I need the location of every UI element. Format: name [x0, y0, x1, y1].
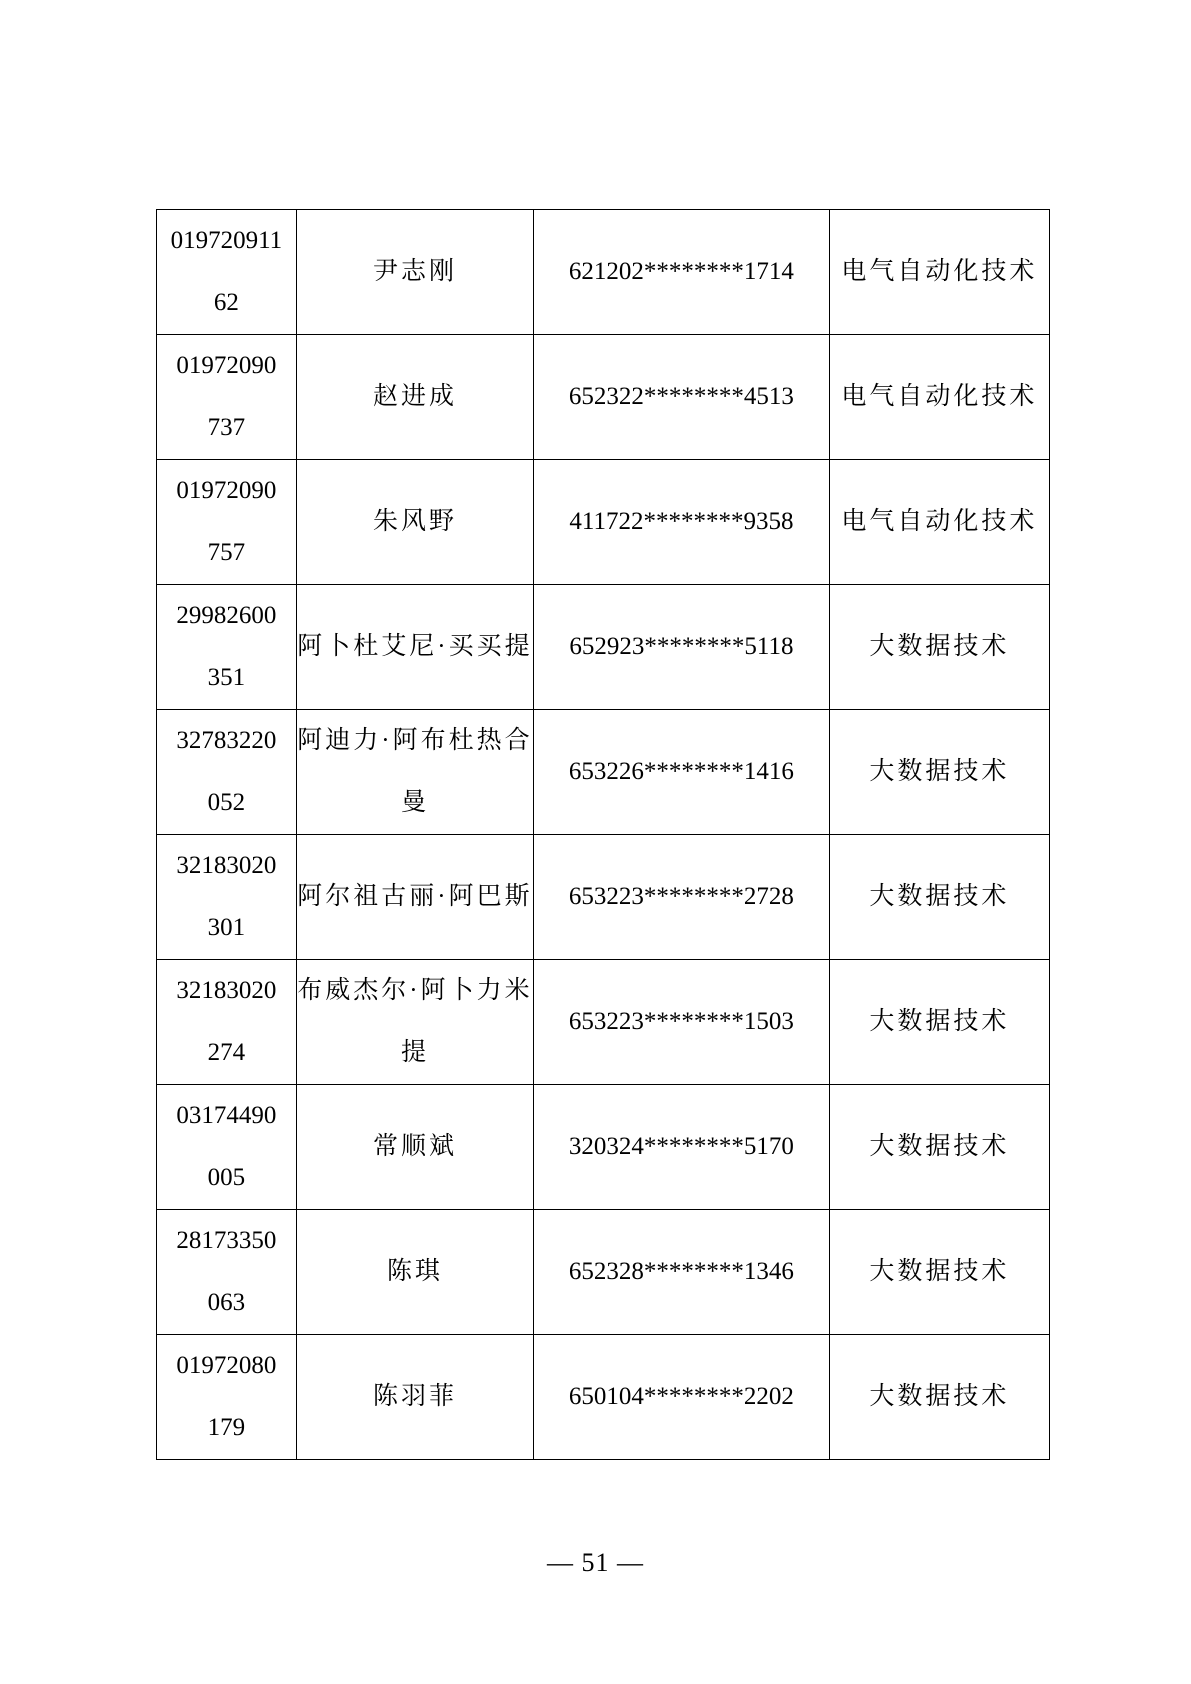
id-number-cell: 320324********5170: [534, 1085, 830, 1210]
table-row: [157, 1085, 1050, 1210]
exam-id-cell: 32783220052: [157, 710, 297, 835]
major-cell: 大数据技术: [829, 1085, 1049, 1210]
name-cell: 阿卜杜艾尼·买买提: [296, 585, 533, 710]
major-cell: 电气自动化技术: [829, 460, 1049, 585]
major-cell: 电气自动化技术: [829, 210, 1049, 335]
table-row: [157, 1210, 1050, 1335]
major-cell: 大数据技术: [829, 1335, 1049, 1460]
name-cell: 朱风野: [296, 460, 533, 585]
name-cell: 陈琪: [296, 1210, 533, 1335]
major-cell: 大数据技术: [829, 710, 1049, 835]
exam-id-cell: 28173350063: [157, 1210, 297, 1335]
name-cell: 阿迪力·阿布杜热合曼: [296, 710, 533, 835]
major-cell: 大数据技术: [829, 960, 1049, 1085]
name-cell: 陈羽菲: [296, 1335, 533, 1460]
exam-id-cell: 01972090737: [157, 335, 297, 460]
name-cell: 赵进成: [296, 335, 533, 460]
name-cell: 常顺斌: [296, 1085, 533, 1210]
roster-table: [156, 209, 1050, 1460]
name-cell: 布威杰尔·阿卜力米提: [296, 960, 533, 1085]
table-row: [157, 335, 1050, 460]
table-row: [157, 1335, 1050, 1460]
major-cell: 大数据技术: [829, 835, 1049, 960]
id-number-cell: 653223********1503: [534, 960, 830, 1085]
exam-id-cell: 32183020301: [157, 835, 297, 960]
table-row: [157, 710, 1050, 835]
page-number: — 51 —: [547, 1548, 644, 1577]
table-row: [157, 585, 1050, 710]
major-cell: 大数据技术: [829, 585, 1049, 710]
exam-id-cell: 32183020274: [157, 960, 297, 1085]
exam-id-cell: 29982600351: [157, 585, 297, 710]
exam-id-cell: 01972091162: [157, 210, 297, 335]
id-number-cell: 621202********1714: [534, 210, 830, 335]
id-number-cell: 650104********2202: [534, 1335, 830, 1460]
major-cell: 大数据技术: [829, 1210, 1049, 1335]
major-cell: 电气自动化技术: [829, 335, 1049, 460]
id-number-cell: 653226********1416: [534, 710, 830, 835]
id-number-cell: 652328********1346: [534, 1210, 830, 1335]
exam-id-cell: 01972090757: [157, 460, 297, 585]
table-row: [157, 210, 1050, 335]
name-cell: 阿尔祖古丽·阿巴斯: [296, 835, 533, 960]
name-cell: 尹志刚: [296, 210, 533, 335]
exam-id-cell: 03174490005: [157, 1085, 297, 1210]
id-number-cell: 653223********2728: [534, 835, 830, 960]
id-number-cell: 411722********9358: [534, 460, 830, 585]
id-number-cell: 652322********4513: [534, 335, 830, 460]
table-row: [157, 960, 1050, 1085]
table-row: [157, 460, 1050, 585]
exam-id-cell: 01972080179: [157, 1335, 297, 1460]
id-number-cell: 652923********5118: [534, 585, 830, 710]
table-row: [157, 835, 1050, 960]
